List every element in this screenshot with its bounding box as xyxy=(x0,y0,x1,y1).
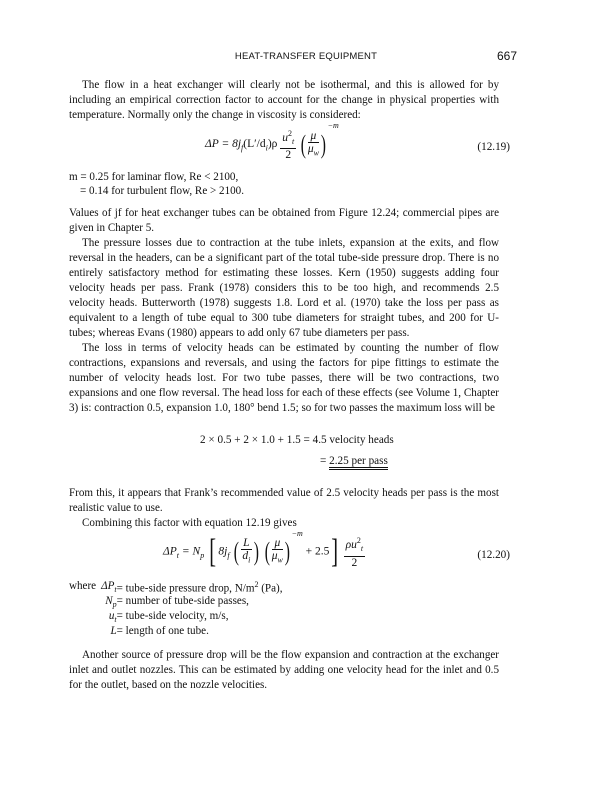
eq2-length-fraction xyxy=(241,537,251,566)
paragraph-jf-values-text: Values of jf for heat exchanger tubes can be obtained from Figure 12.24; commercial pipes are given in Chapter 5. xyxy=(69,207,499,234)
paragraph-jf-values xyxy=(69,206,499,236)
eq2-eightj: 8j xyxy=(218,545,228,558)
where-def-np: = number of tube-side passes, xyxy=(116,595,249,607)
where-row-delta-p xyxy=(69,580,282,595)
eq1-mid2: )ρ xyxy=(267,138,278,151)
where-sub-0: t xyxy=(114,585,117,595)
where-sup-0: 2 xyxy=(254,580,259,589)
where-sym-3: L xyxy=(110,625,117,637)
where-symbol-ut xyxy=(101,610,117,625)
running-header: HEAT-TRANSFER EQUIPMENT xyxy=(234,51,378,62)
paragraph-frank-value-text: From this, it appears that Frank’s recommended value of 2.5 velocity heads per pass is the most realistic value to use. xyxy=(69,487,499,514)
where-row-np xyxy=(69,595,282,610)
eq1-w: w xyxy=(313,148,319,158)
eq1-mu-w: μ xyxy=(307,142,314,155)
calc-per-pass xyxy=(320,455,388,467)
eq1-mid: (L′/d xyxy=(243,138,266,151)
m-turbulent-line: = 0.14 for turbulent flow, Re > 2100. xyxy=(80,185,245,197)
where-row-ut xyxy=(69,610,282,625)
eq1-sub-f: f xyxy=(241,143,244,153)
paragraph-combining-text: Combining this factor with equation 12.19 gives xyxy=(82,517,297,529)
where-def-l: = length of one tube. xyxy=(116,625,209,637)
eq2-velocity-fraction: $\frac{\rho u^2_t}{2}$ xyxy=(345,536,364,569)
eq1-num: u xyxy=(282,131,289,144)
eq2-L: L xyxy=(243,537,250,550)
where-definitions xyxy=(69,580,282,640)
equation-number-12-19: (12.19) xyxy=(477,141,510,153)
eq1-mu: μ xyxy=(310,129,317,142)
equation-12-19: $\Delta P = 8j_f(L'/d_i)\rho$ $\frac{u^2_t}{2}$ ( $\frac{\mu}{\mu_w}$ )$^{-m}$ xyxy=(205,121,339,162)
calc-per-pass-value: 2.25 per pass xyxy=(329,455,388,470)
eq2-viscosity-fraction xyxy=(272,537,283,566)
where-sym-1: N xyxy=(105,595,113,607)
eq1-sub-i: i xyxy=(265,143,268,153)
where-symbol-np xyxy=(101,595,117,610)
eq1-lhs: ΔP = 8j xyxy=(205,138,242,151)
paragraph-intro-text: The flow in a heat exchanger will clearly not be isothermal, and this is allowed for by including an empirical correction factor to account for the change in physical properties with temperature. Normally only the change in viscosity is considered: xyxy=(69,79,499,121)
eq2-lhs: ΔP xyxy=(163,545,177,558)
eq1-viscosity-fraction xyxy=(308,130,319,159)
paragraph-combining xyxy=(69,516,499,531)
where-def-0: = tube-side pressure drop, N/m xyxy=(116,582,255,595)
m-laminar-line: m = 0.25 for laminar flow, Re < 2100, xyxy=(69,171,239,183)
eq2-sub-w: w xyxy=(277,555,283,565)
paragraph-pressure-losses-text: The pressure losses due to contraction at the tube inlets, expansion at the exits, and flow reversal in the headers, can be a significant part of the total tube-side pressure drop. There is no entirely satisfactory method for estimating these losses. Kern (1950) suggests adding four velocity heads per pass. Frank (1978) considers this to be too high, and recommends 2.5 velocity heads. Butterworth (1978) suggests 1.8. Lord et al. (1970) take the loss per pass as equivalent to a length of tube equal to 300 tube diameters for straight tubes, and 200 for U-tubes; whereas Evans (1980) appears to add only 67 tube diameters per pass. xyxy=(69,237,499,339)
eq2-two: 2 xyxy=(351,556,358,569)
paragraph-nozzle-losses xyxy=(69,648,499,693)
eq2-exponent: −m xyxy=(291,528,303,538)
eq2-sub-p: p xyxy=(200,550,205,560)
eq2-plus: + 2.5 xyxy=(305,545,330,558)
eq2-sub-i: i xyxy=(248,555,251,565)
eq2-eq: = N xyxy=(179,545,201,558)
eq2-mu-w: μ xyxy=(271,550,278,563)
where-symbol-delta-p xyxy=(101,580,117,595)
where-symbol-l xyxy=(101,625,117,640)
paragraph-intro xyxy=(69,78,499,123)
paragraph-pressure-losses xyxy=(69,236,499,341)
eq2-mu: μ xyxy=(274,537,281,550)
calc-velocity-heads: 2 × 0.5 + 2 × 1.0 + 1.5 = 4.5 velocity heads xyxy=(200,434,394,446)
where-sym-0: ΔP xyxy=(101,580,115,592)
eq2-sub-f: f xyxy=(227,550,230,560)
eq2-d: d xyxy=(242,550,249,563)
paragraph-velocity-heads xyxy=(69,341,499,416)
where-sub-2: t xyxy=(114,615,117,625)
eq2-rho-u: ρu xyxy=(345,539,357,552)
page-number: 667 xyxy=(496,49,517,63)
eq1-den: 2 xyxy=(285,149,292,162)
where-sym-2: u xyxy=(108,610,115,622)
eq2-sub-t: t xyxy=(176,550,180,560)
where-row-l xyxy=(69,625,282,640)
equation-12-20: $\Delta P_t = N_p$ [ $8j_f$ ( $\frac{L}{d_i}$ ) ( $\frac{\mu}{\mu_w}$ )$^{-m}$ + 2.5] $\frac{\rho u^2_t}{2}$ xyxy=(163,528,364,570)
where-def-ut: = tube-side velocity, m/s, xyxy=(116,610,229,622)
where-def-delta-p xyxy=(117,580,283,595)
equation-number-12-20: (12.20) xyxy=(477,549,510,561)
calc-per-pass-equals: = xyxy=(320,455,330,467)
eq1-velocity-fraction: $\frac{u^2_t}{2}$ xyxy=(282,129,295,162)
paragraph-velocity-heads-text: The loss in terms of velocity heads can be estimated by counting the number of flow contractions, expansions and reversals, and using the factors for pipe fittings to estimate the number of velocity heads lost. For two tube passes, there will be two contractions, two expansions and one flow reversal. The head loss for each of these effects (see Volume 1, Chapter 3) is: contraction 0.5, expansion 1.0, 180° bend 1.5; so for two passes the maximum loss will be xyxy=(69,342,499,414)
paragraph-nozzle-losses-text: Another source of pressure drop will be the flow expansion and contraction at the exchanger inlet and outlet nozzles. This can be estimated by adding one velocity head for the inlet and 0.5 for the outlet, based on the nozzle velocities. xyxy=(69,649,499,691)
eq1-exponent: −m xyxy=(327,121,339,131)
where-lead: where xyxy=(69,580,97,592)
where-tail-0: (Pa), xyxy=(258,582,283,595)
paragraph-frank-value xyxy=(69,486,499,516)
where-sub-1: p xyxy=(112,600,117,610)
